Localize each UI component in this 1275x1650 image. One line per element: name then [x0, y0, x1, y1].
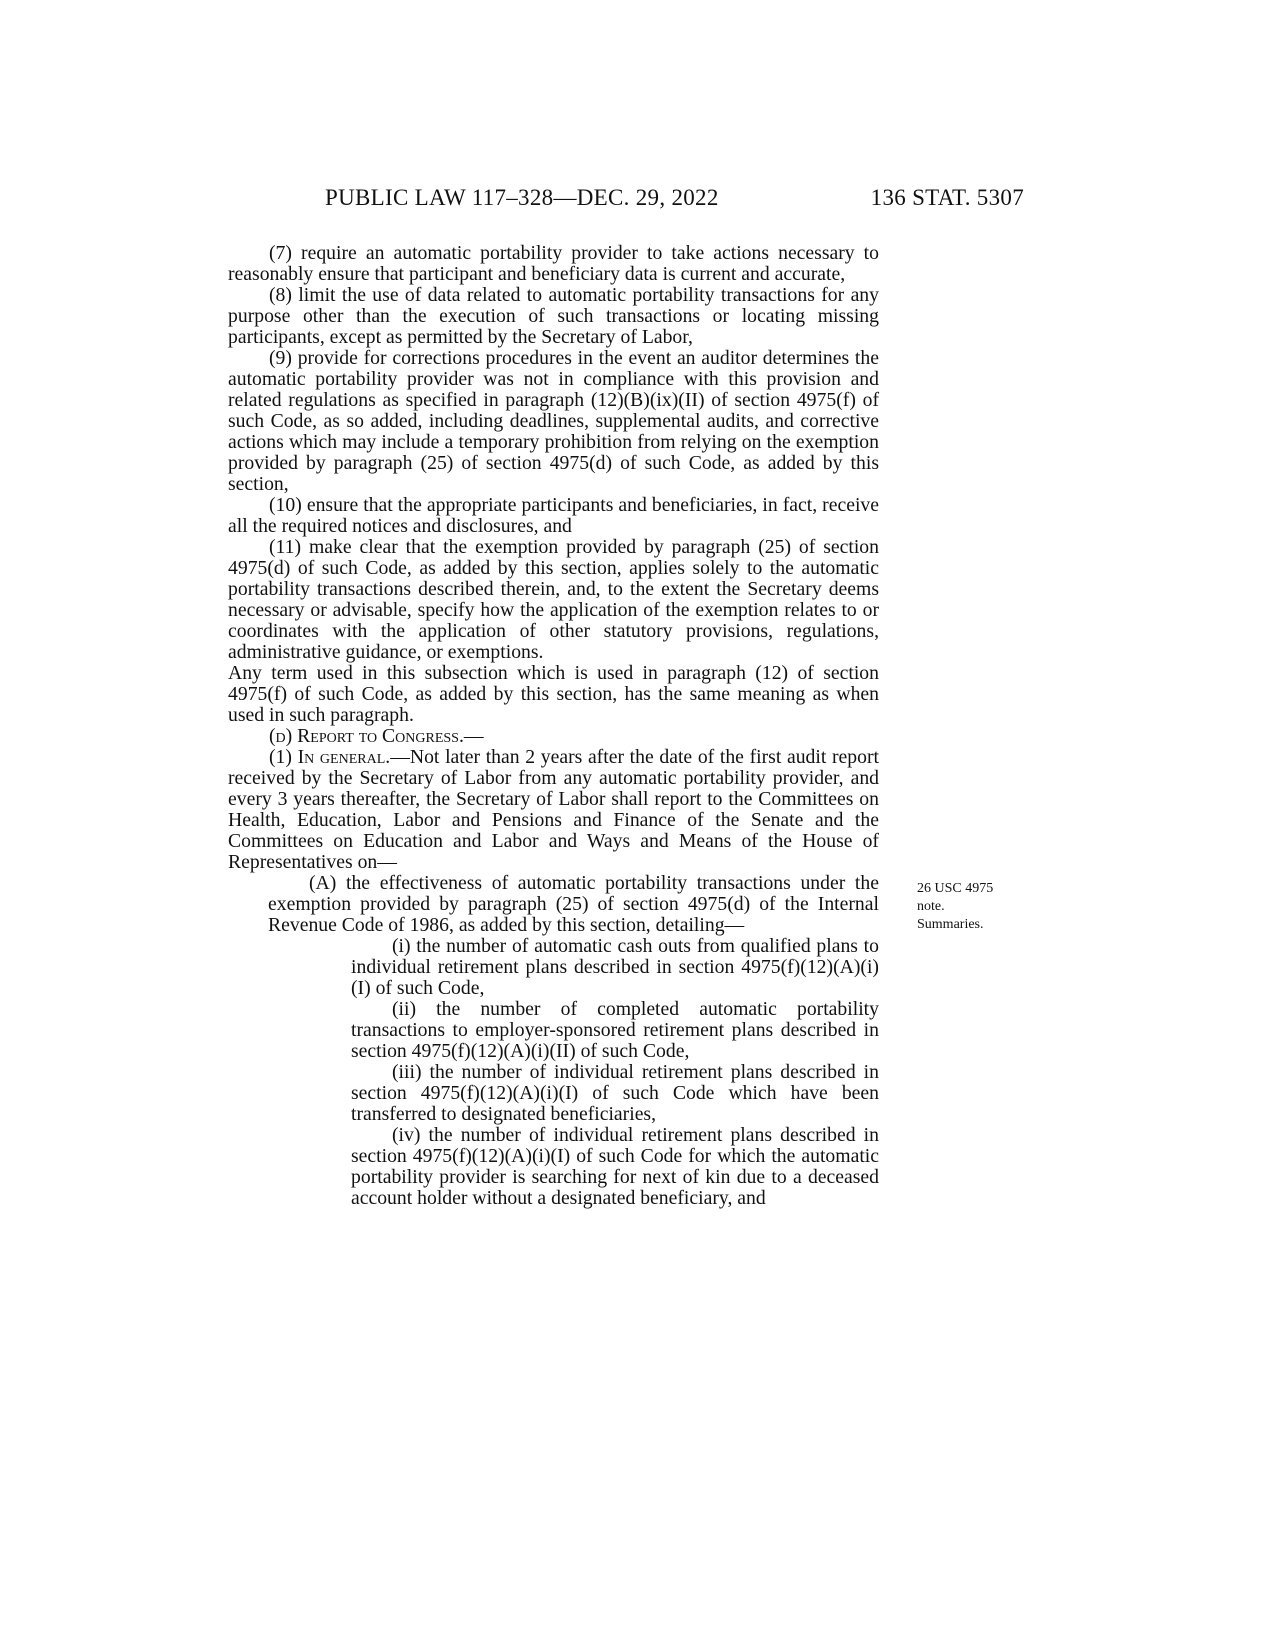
running-title: PUBLIC LAW 117–328—DEC. 29, 2022 [325, 185, 719, 210]
paragraph-d1-heading: (1) In general. [269, 746, 391, 768]
subsection-d-heading: (d) Report to Congress.— [269, 725, 484, 747]
clause-iv: (iv) the number of individual retirement plans described in section 4975(f)(12)(A)(i)(I) of such Code for which the automatic portability provider is searching for next of kin due to a deceased account holder without a designated beneficiary, and [351, 1124, 879, 1209]
page-header [224, 185, 1024, 215]
paragraph-9: (9) provide for corrections procedures in the event an auditor determines the automatic portability provider was not in compliance with this provision and related regulations as specified in paragraph (12)(B)(ix)(II) of section 4975(f) of such Code, as so added, including deadlines, supplemental audits, and corrective actions which may include a temporary prohibition from relying on the exemption provided by paragraph (25) of section 4975(d) of such Code, as added by this section, [228, 347, 879, 495]
statute-page-number: 136 STAT. 5307 [870, 185, 1024, 210]
definition-flush-paragraph: Any term used in this subsection which is used in paragraph (12) of section 4975(f) of such Code, as added by this section, has the same meaning as when used in such paragraph. [228, 662, 879, 726]
paragraph-10: (10) ensure that the appropriate participants and beneficiaries, in fact, receive all the required notices and disclosures, and [228, 494, 879, 537]
margin-note [917, 880, 1027, 934]
paragraph-d1 [228, 747, 879, 873]
paragraph-11: (11) make clear that the exemption provided by paragraph (25) of section 4975(d) of such Code, as added by this section, applies solely to the automatic portability transactions described therein, and, to the extent the Secretary deems necessary or advisable, specify how the application of the exemption relates to or coordinates with the application of other statutory provisions, regulations, administrative guidance, or exemptions. [228, 536, 879, 663]
document-body [228, 243, 879, 1209]
margin-note-summaries: Summaries. [917, 917, 984, 932]
clause-iii: (iii) the number of individual retirement plans described in section 4975(f)(12)(A)(i)(I) of such Code which have been transferred to designated beneficiaries, [351, 1061, 879, 1125]
clause-ii: (ii) the number of completed automatic portability transactions to employer-sponsored retirement plans described in section 4975(f)(12)(A)(i)(II) of such Code, [351, 998, 879, 1062]
subparagraph-A: (A) the effectiveness of automatic portability transactions under the exemption provided by paragraph (25) of section 4975(d) of the Internal Revenue Code of 1986, as added by this section, detailing— [268, 872, 879, 936]
margin-note-note: note. [917, 899, 945, 914]
paragraph-d1-text: —Not later than 2 years after the date of the first audit report received by the Secretary of Labor from any automatic portability provider, and every 3 years thereafter, the Secretary of Labor shall report to the Committees on Health, Education, Labor and Pensions and Finance of the Senate and the Committees on Education and Labor and Ways and Means of the House of Representatives on— [228, 746, 879, 873]
paragraph-8: (8) limit the use of data related to automatic portability transactions for any purpose other than the execution of such transactions or locating missing participants, except as permitted by the Secretary of Labor, [228, 284, 879, 348]
paragraph-7: (7) require an automatic portability provider to take actions necessary to reasonably ensure that participant and beneficiary data is current and accurate, [228, 242, 879, 285]
margin-note-citation: 26 USC 4975 [917, 881, 994, 896]
clause-i: (i) the number of automatic cash outs from qualified plans to individual retirement plans described in section 4975(f)(12)(A)(i)(I) of such Code, [351, 935, 879, 999]
